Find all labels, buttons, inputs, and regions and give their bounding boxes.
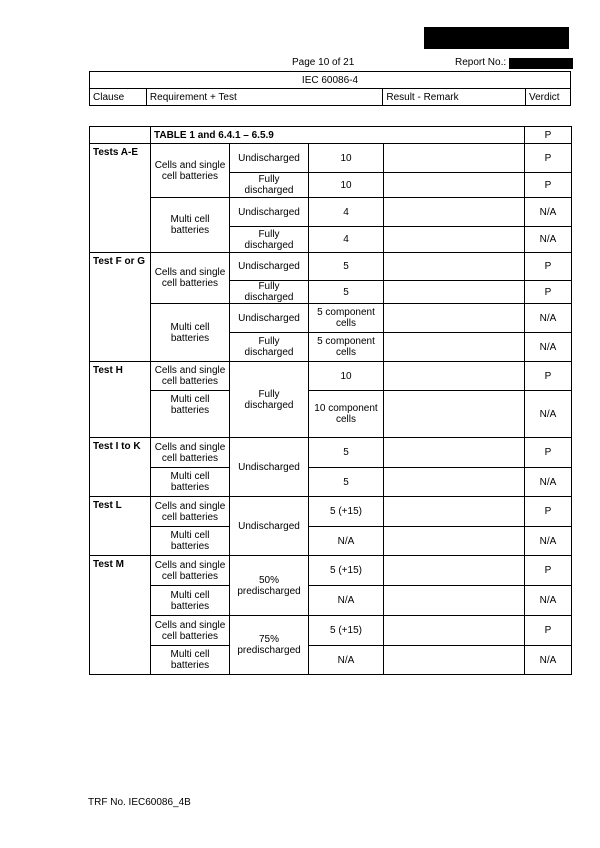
trf-footer: TRF No. IEC60086_4B xyxy=(88,797,191,808)
col-requirement: Requirement + Test xyxy=(146,89,382,106)
sample-count-cell: 5 (+15) xyxy=(309,616,384,646)
test-group-ae: Tests A-E xyxy=(90,144,151,253)
verdict-cell: N/A xyxy=(525,391,572,438)
verdict-cell: P xyxy=(525,497,572,527)
report-number-label: Report No.: xyxy=(455,57,507,68)
verdict-cell: N/A xyxy=(525,468,572,497)
redacted-header-block xyxy=(424,27,569,49)
battery-type-cell: Cells and single cell batteries xyxy=(151,253,230,304)
discharge-state-cell: Undischarged xyxy=(230,144,309,173)
verdict-cell: P xyxy=(525,616,572,646)
battery-type-cell: Cells and single cell batteries xyxy=(151,438,230,468)
sample-count-cell: 5 (+15) xyxy=(309,497,384,527)
battery-type-cell: Multi cell batteries xyxy=(151,586,230,616)
discharge-state-cell: 50% predischarged xyxy=(230,556,309,616)
battery-type-cell: Multi cell batteries xyxy=(151,527,230,556)
verdict-cell: P xyxy=(525,173,572,198)
verdict-cell: N/A xyxy=(525,227,572,253)
verdict-cell: N/A xyxy=(525,586,572,616)
discharge-state-cell: Fully discharged xyxy=(230,333,309,362)
battery-type-cell: Multi cell batteries xyxy=(151,198,230,253)
col-clause: Clause xyxy=(90,89,147,106)
sample-count-cell: 10 xyxy=(309,144,384,173)
battery-type-cell: Cells and single cell batteries xyxy=(151,144,230,198)
sample-count-cell: N/A xyxy=(309,646,384,675)
sample-count-cell: 4 xyxy=(309,227,384,253)
verdict-cell: P xyxy=(525,362,572,391)
battery-type-cell: Cells and single cell batteries xyxy=(151,616,230,646)
verdict-cell: P xyxy=(525,253,572,281)
battery-type-cell: Multi cell batteries xyxy=(151,304,230,362)
test-group-h: Test H xyxy=(90,362,151,438)
battery-type-cell: Multi cell batteries xyxy=(151,468,230,497)
sample-count-cell: 5 component cells xyxy=(309,333,384,362)
sample-count-cell: 4 xyxy=(309,198,384,227)
discharge-state-cell: Fully discharged xyxy=(230,227,309,253)
test-group-fg: Test F or G xyxy=(90,253,151,362)
col-verdict: Verdict xyxy=(526,89,571,106)
col-result: Result - Remark xyxy=(383,89,526,106)
discharge-state-cell: Fully discharged xyxy=(230,173,309,198)
test-group-l: Test L xyxy=(90,497,151,556)
test-group-m: Test M xyxy=(90,556,151,675)
sample-count-cell: 10 xyxy=(309,362,384,391)
verdict-cell: N/A xyxy=(525,304,572,333)
battery-type-cell: Cells and single cell batteries xyxy=(151,497,230,527)
discharge-state-cell: Undischarged xyxy=(230,438,309,497)
discharge-state-cell: Undischarged xyxy=(230,253,309,281)
verdict-cell: N/A xyxy=(525,527,572,556)
verdict-cell: P xyxy=(525,438,572,468)
discharge-state-cell: Undischarged xyxy=(230,304,309,333)
sample-count-cell: 10 component cells xyxy=(309,391,384,438)
sample-count-cell: N/A xyxy=(309,586,384,616)
table-title: TABLE 1 and 6.4.1 – 6.5.9 xyxy=(151,127,525,144)
discharge-state-cell: Fully discharged xyxy=(230,281,309,304)
verdict-cell: P xyxy=(525,127,572,144)
verdict-cell: N/A xyxy=(525,333,572,362)
verdict-cell: P xyxy=(525,556,572,586)
sample-count-cell: N/A xyxy=(309,527,384,556)
discharge-state-cell: Fully discharged xyxy=(230,362,309,438)
sample-count-cell: 5 xyxy=(309,281,384,304)
sample-count-cell: 5 xyxy=(309,253,384,281)
standard-title: IEC 60086-4 xyxy=(90,72,571,89)
verdict-cell: N/A xyxy=(525,646,572,675)
verdict-cell: P xyxy=(525,144,572,173)
sample-count-cell: 5 (+15) xyxy=(309,556,384,586)
standard-header-table xyxy=(89,71,571,106)
page-number: Page 10 of 21 xyxy=(292,57,355,68)
sample-count-cell: 5 xyxy=(309,468,384,497)
test-group-ik: Test I to K xyxy=(90,438,151,497)
discharge-state-cell: Undischarged xyxy=(230,198,309,227)
redacted-report-number xyxy=(509,58,573,69)
discharge-state-cell: Undischarged xyxy=(230,497,309,556)
battery-type-cell: Multi cell batteries xyxy=(151,646,230,675)
verdict-cell: N/A xyxy=(525,198,572,227)
test-matrix-table xyxy=(89,126,572,675)
battery-type-cell: Multi cell batteries xyxy=(151,391,230,438)
sample-count-cell: 5 component cells xyxy=(309,304,384,333)
battery-type-cell: Cells and single cell batteries xyxy=(151,556,230,586)
sample-count-cell: 10 xyxy=(309,173,384,198)
discharge-state-cell: 75% predischarged xyxy=(230,616,309,675)
verdict-cell: P xyxy=(525,281,572,304)
battery-type-cell: Cells and single cell batteries xyxy=(151,362,230,391)
sample-count-cell: 5 xyxy=(309,438,384,468)
